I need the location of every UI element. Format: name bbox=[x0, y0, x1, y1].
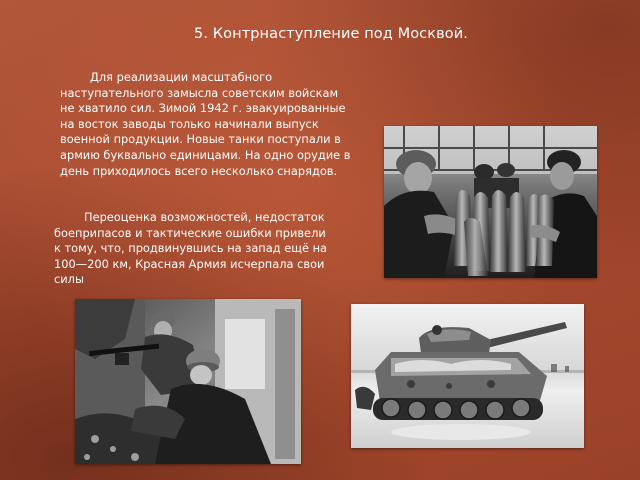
soldiers-machine-gun-photo bbox=[75, 299, 301, 464]
paragraph-1-line-4: на восток заводы только начинали выпуск bbox=[60, 116, 319, 131]
tank-image bbox=[351, 304, 584, 448]
paragraph-2-line-4: 100—200 км, Красная Армия исчерпала свои bbox=[54, 256, 325, 271]
factory-workers-image bbox=[384, 126, 597, 278]
paragraph-2-line-5: силы bbox=[54, 272, 84, 287]
factory-workers-photo bbox=[384, 126, 597, 278]
paragraph-supply-shortage bbox=[60, 70, 382, 179]
paragraph-2-line-3: к тому, что, продвинувшись на запад ещё на bbox=[54, 241, 328, 256]
paragraph-2-line-1: Переоценка возможностей, недостаток bbox=[84, 210, 325, 224]
paragraph-exhaustion bbox=[54, 210, 360, 288]
paragraph-1-line-2: наступательного замысла советским войскам bbox=[60, 85, 339, 100]
paragraph-1-line-7: день приходилось всего несколько снарядов. bbox=[60, 163, 338, 178]
soldiers-image bbox=[75, 299, 301, 464]
paragraph-1-line-6: армию буквально единицами. На одно орудие в bbox=[60, 147, 351, 162]
destroyed-tank-photo bbox=[351, 304, 584, 448]
paragraph-1-line-1: Для реализации масштабного bbox=[90, 70, 273, 84]
paragraph-1-line-5: военной продукции. Новые танки поступали в bbox=[60, 132, 341, 147]
paragraph-1-line-3: не хватило сил. Зимой 1942 г. эвакуированные bbox=[60, 101, 346, 116]
slide-title: 5. Контрнаступление под Москвой. bbox=[194, 26, 468, 42]
paragraph-2-line-2: боеприпасов и тактические ошибки привели bbox=[54, 225, 326, 240]
